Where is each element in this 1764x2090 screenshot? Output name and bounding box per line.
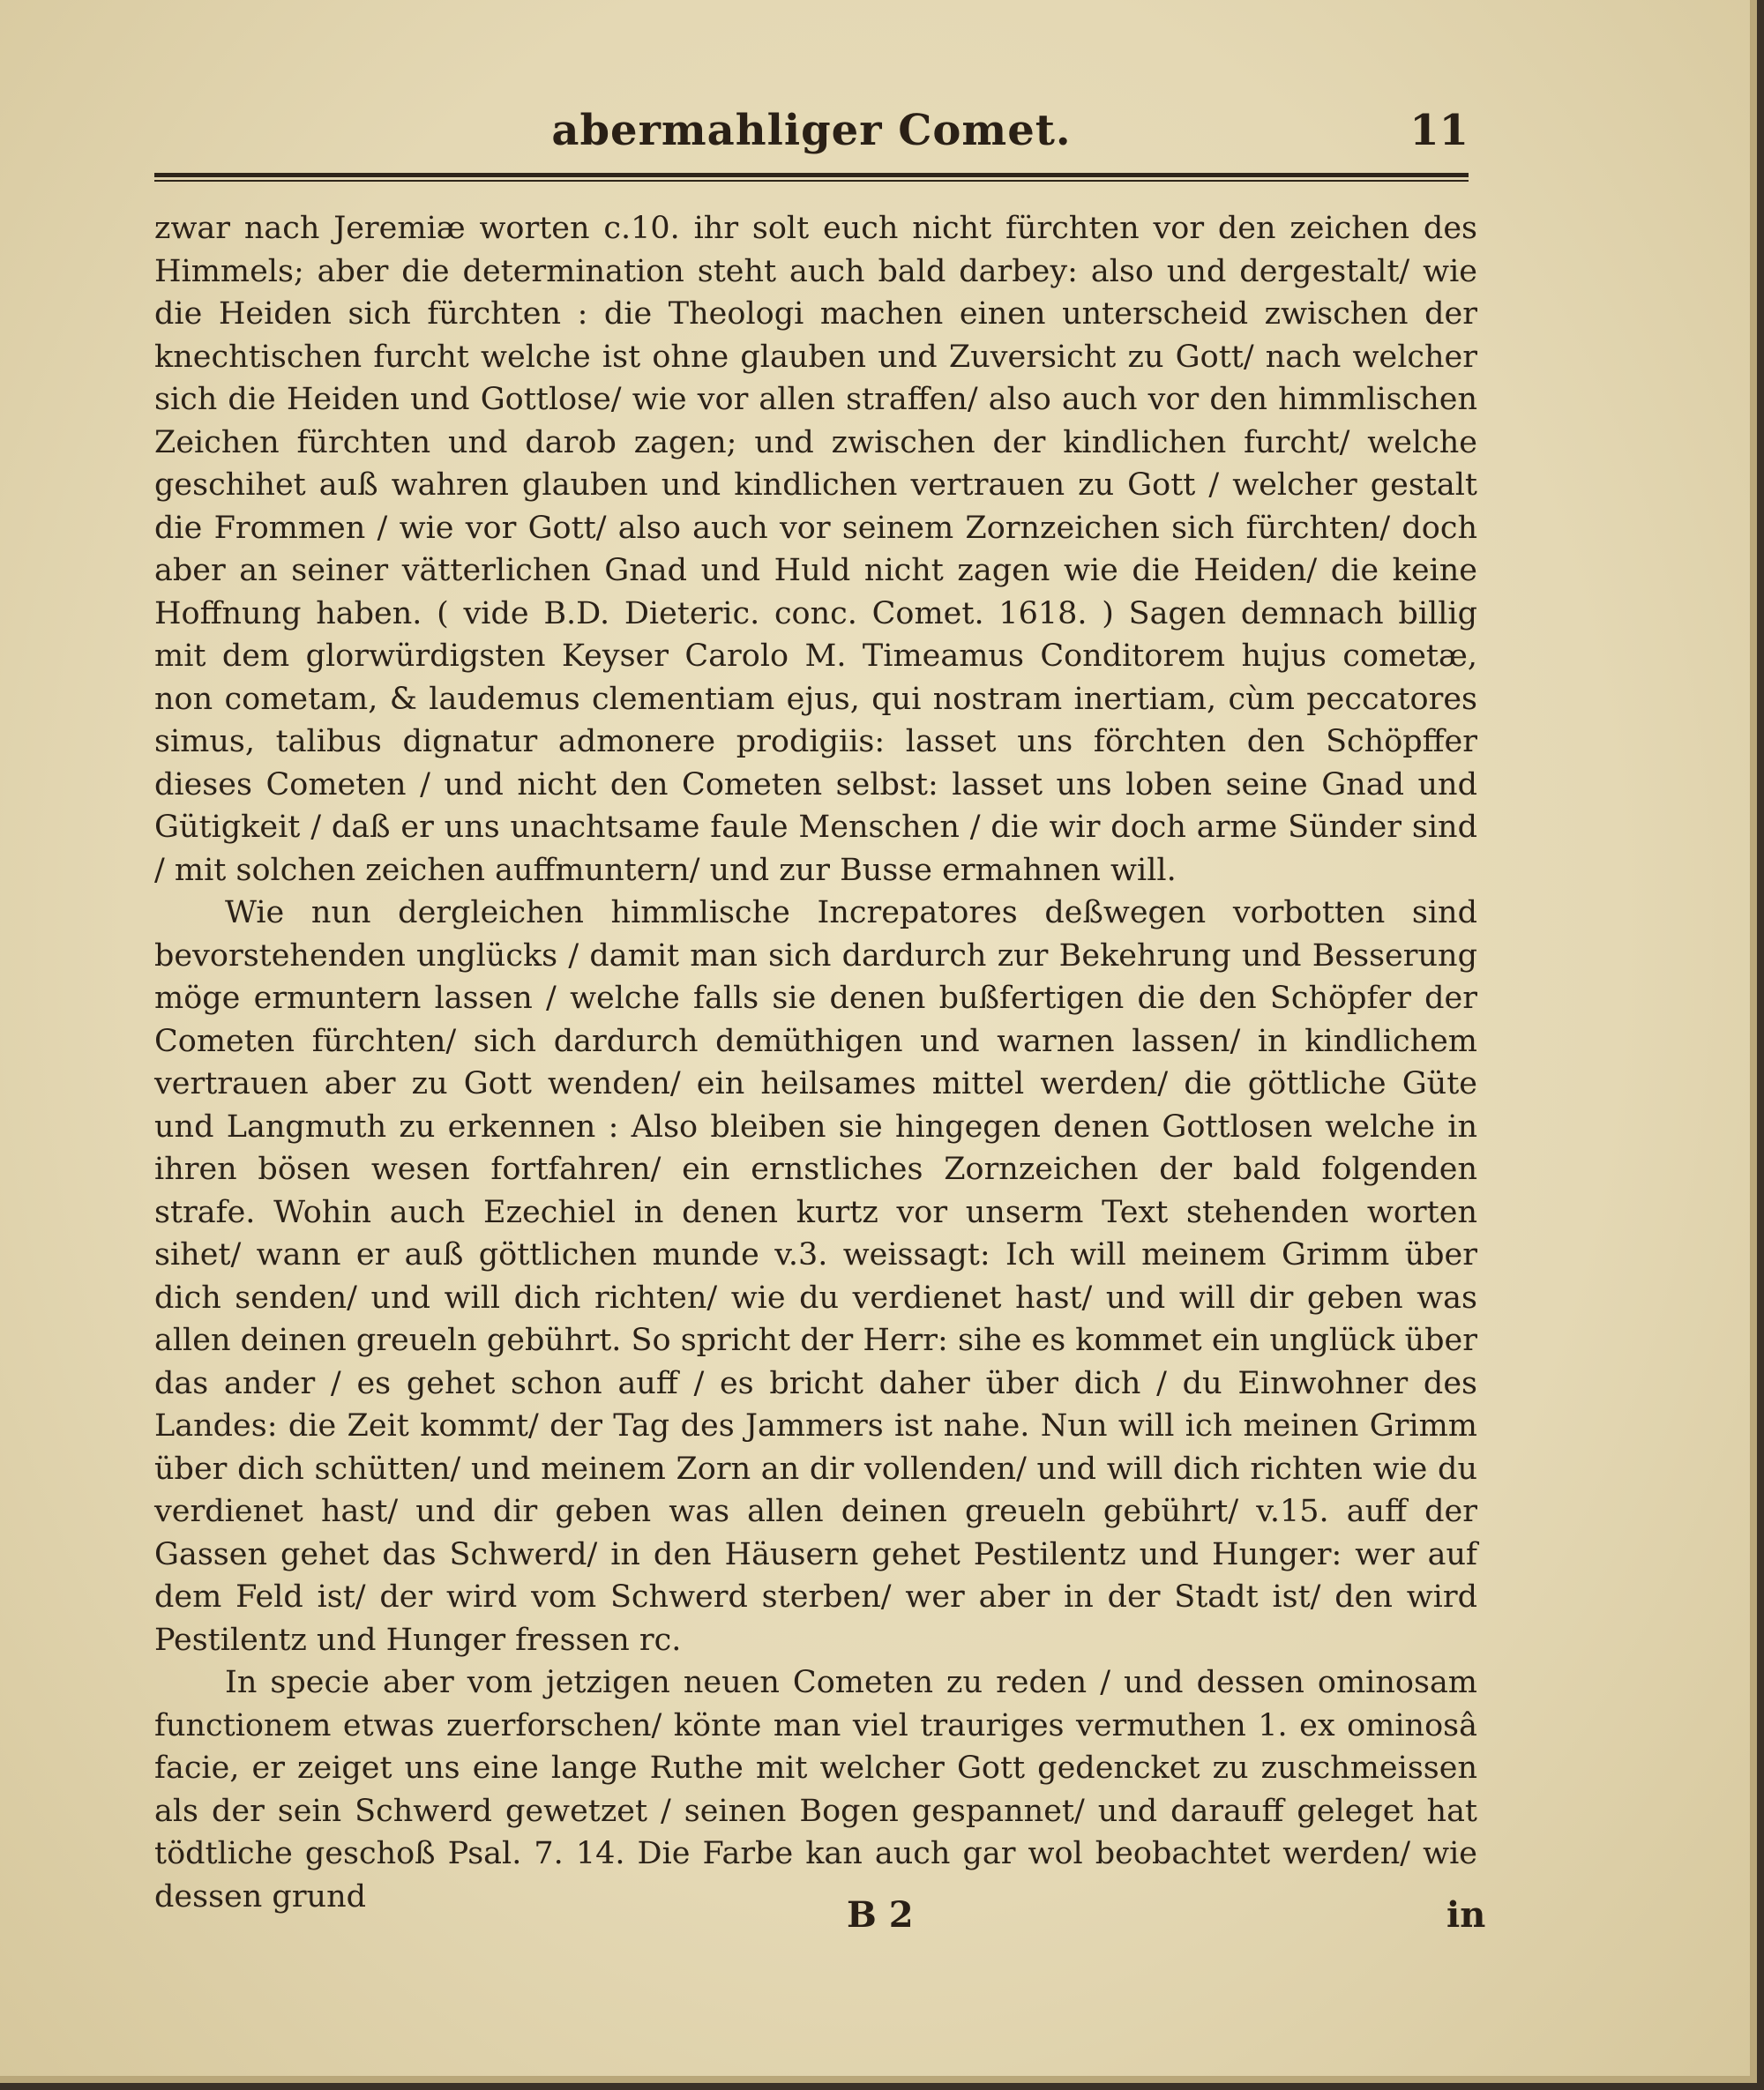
running-title: abermahliger Comet. bbox=[551, 106, 1072, 155]
body-text bbox=[154, 207, 1477, 1918]
signature-mark: B 2 bbox=[847, 1894, 914, 1936]
paragraph-2: Wie nun dergleichen himmlische Increpatores deßwegen vorbotten sind bevorstehenden unglücks / damit man sich dardurch zur Bekehrung und Besserung möge ermuntern lassen / welche falls sie denen bußfertigen die den Schöpfer der Cometen fürchten/ sich dardurch demüthigen und warnen lassen/ in kindlichem vertrauen aber zu Gott wenden/ ein heilsames mittel werden/ die göttliche Güte und Langmuth zu erkennen : Also bleiben sie hingegen denen Gottlosen welche in ihren bösen wesen fortfahren/ ein ernstliches Zornzeichen der bald folgenden strafe. Wohin auch Ezechiel in denen kurtz vor unserm Text stehenden worten sihet/ wann er auß göttlichen munde v.3. weissagt: Ich will meinem Grimm über dich senden/ und will dich richten/ wie du verdienet hast/ und will dir geben was allen deinen greueln gebührt. So spricht der Herr: sihe es kommet ein unglück über das ander / es gehet schon auff / es bricht daher über dich / du Einwohner des Landes: die Zeit kommt/ der Tag des Jammers ist nahe. Nun will ich meinen Grimm über dich schütten/ und meinem Zorn an dir vollenden/ und will dich richten wie du verdienet hast/ und dir geben was allen deinen greueln gebührt/ v.15. auff der Gassen gehet das Schwerd/ in den Häusern gehet Pestilentz und Hunger: wer auf dem Feld ist/ der wird vom Schwerd sterben/ wer aber in der Stadt ist/ den wird Pestilentz und Hunger fressen rc. bbox=[154, 895, 1477, 1658]
catchword: in bbox=[1446, 1894, 1486, 1936]
paragraph-3: In specie aber vom jetzigen neuen Cometen zu reden / und dessen ominosam functionem etwas zuerforschen/ könte man viel trauriges vermuthen 1. ex ominosâ facie, er zeiget uns eine lange Ruthe mit welcher Gott gedencket zu zuschmeissen als der sein Schwerd gewetzet / seinen Bogen gespannet/ und darauff geleget hat tödtliche geschoß Psal. 7. 14. Die Farbe kan auch gar wol beobachtet werden/ wie dessen grund bbox=[154, 1665, 1477, 1915]
page-number: 11 bbox=[1409, 106, 1469, 155]
header-rule bbox=[154, 173, 1469, 182]
paragraph-1: zwar nach Jeremiæ worten c.10. ihr solt euch nicht fürchten vor den zeichen des Himmels; aber die determination steht auch bald darbey: also und dergestalt/ wie die Heiden sich fürchten : die Theologi machen einen unterscheid zwischen der knechtischen furcht welche ist ohne glauben und Zuversicht zu Gott/ nach welcher sich die Heiden und Gottlose/ wie vor allen straffen/ also auch vor den himmlischen Zeichen fürchten und darob zagen; und zwischen der kindlichen furcht/ welche geschihet auß wahren glauben und kindlichen vertrauen zu Gott / welcher gestalt die Frommen / wie vor Gott/ also auch vor seinem Zornzeichen sich fürchten/ doch aber an seiner vätterlichen Gnad und Huld nicht zagen wie die Heiden/ die keine Hoffnung haben. ( vide B.D. Dieteric. conc. Comet. 1618. ) Sagen demnach billig mit dem glorwürdigsten Keyser Carolo M. Timeamus Conditorem hujus cometæ, non cometam, & laudemus clementiam ejus, qui nostram inertiam, cùm peccatores simus, talibus dignatur admonere prodigiis: lasset uns förchten den Schöpffer dieses Cometen / und nicht den Cometen selbst: lasset uns loben seine Gnad und Gütigkeit / daß er uns unachtsame faule Menschen / die wir doch arme Sünder sind / mit solchen zeichen auffmuntern/ und zur Busse ermahnen will. bbox=[154, 211, 1477, 888]
page-header bbox=[154, 106, 1469, 176]
